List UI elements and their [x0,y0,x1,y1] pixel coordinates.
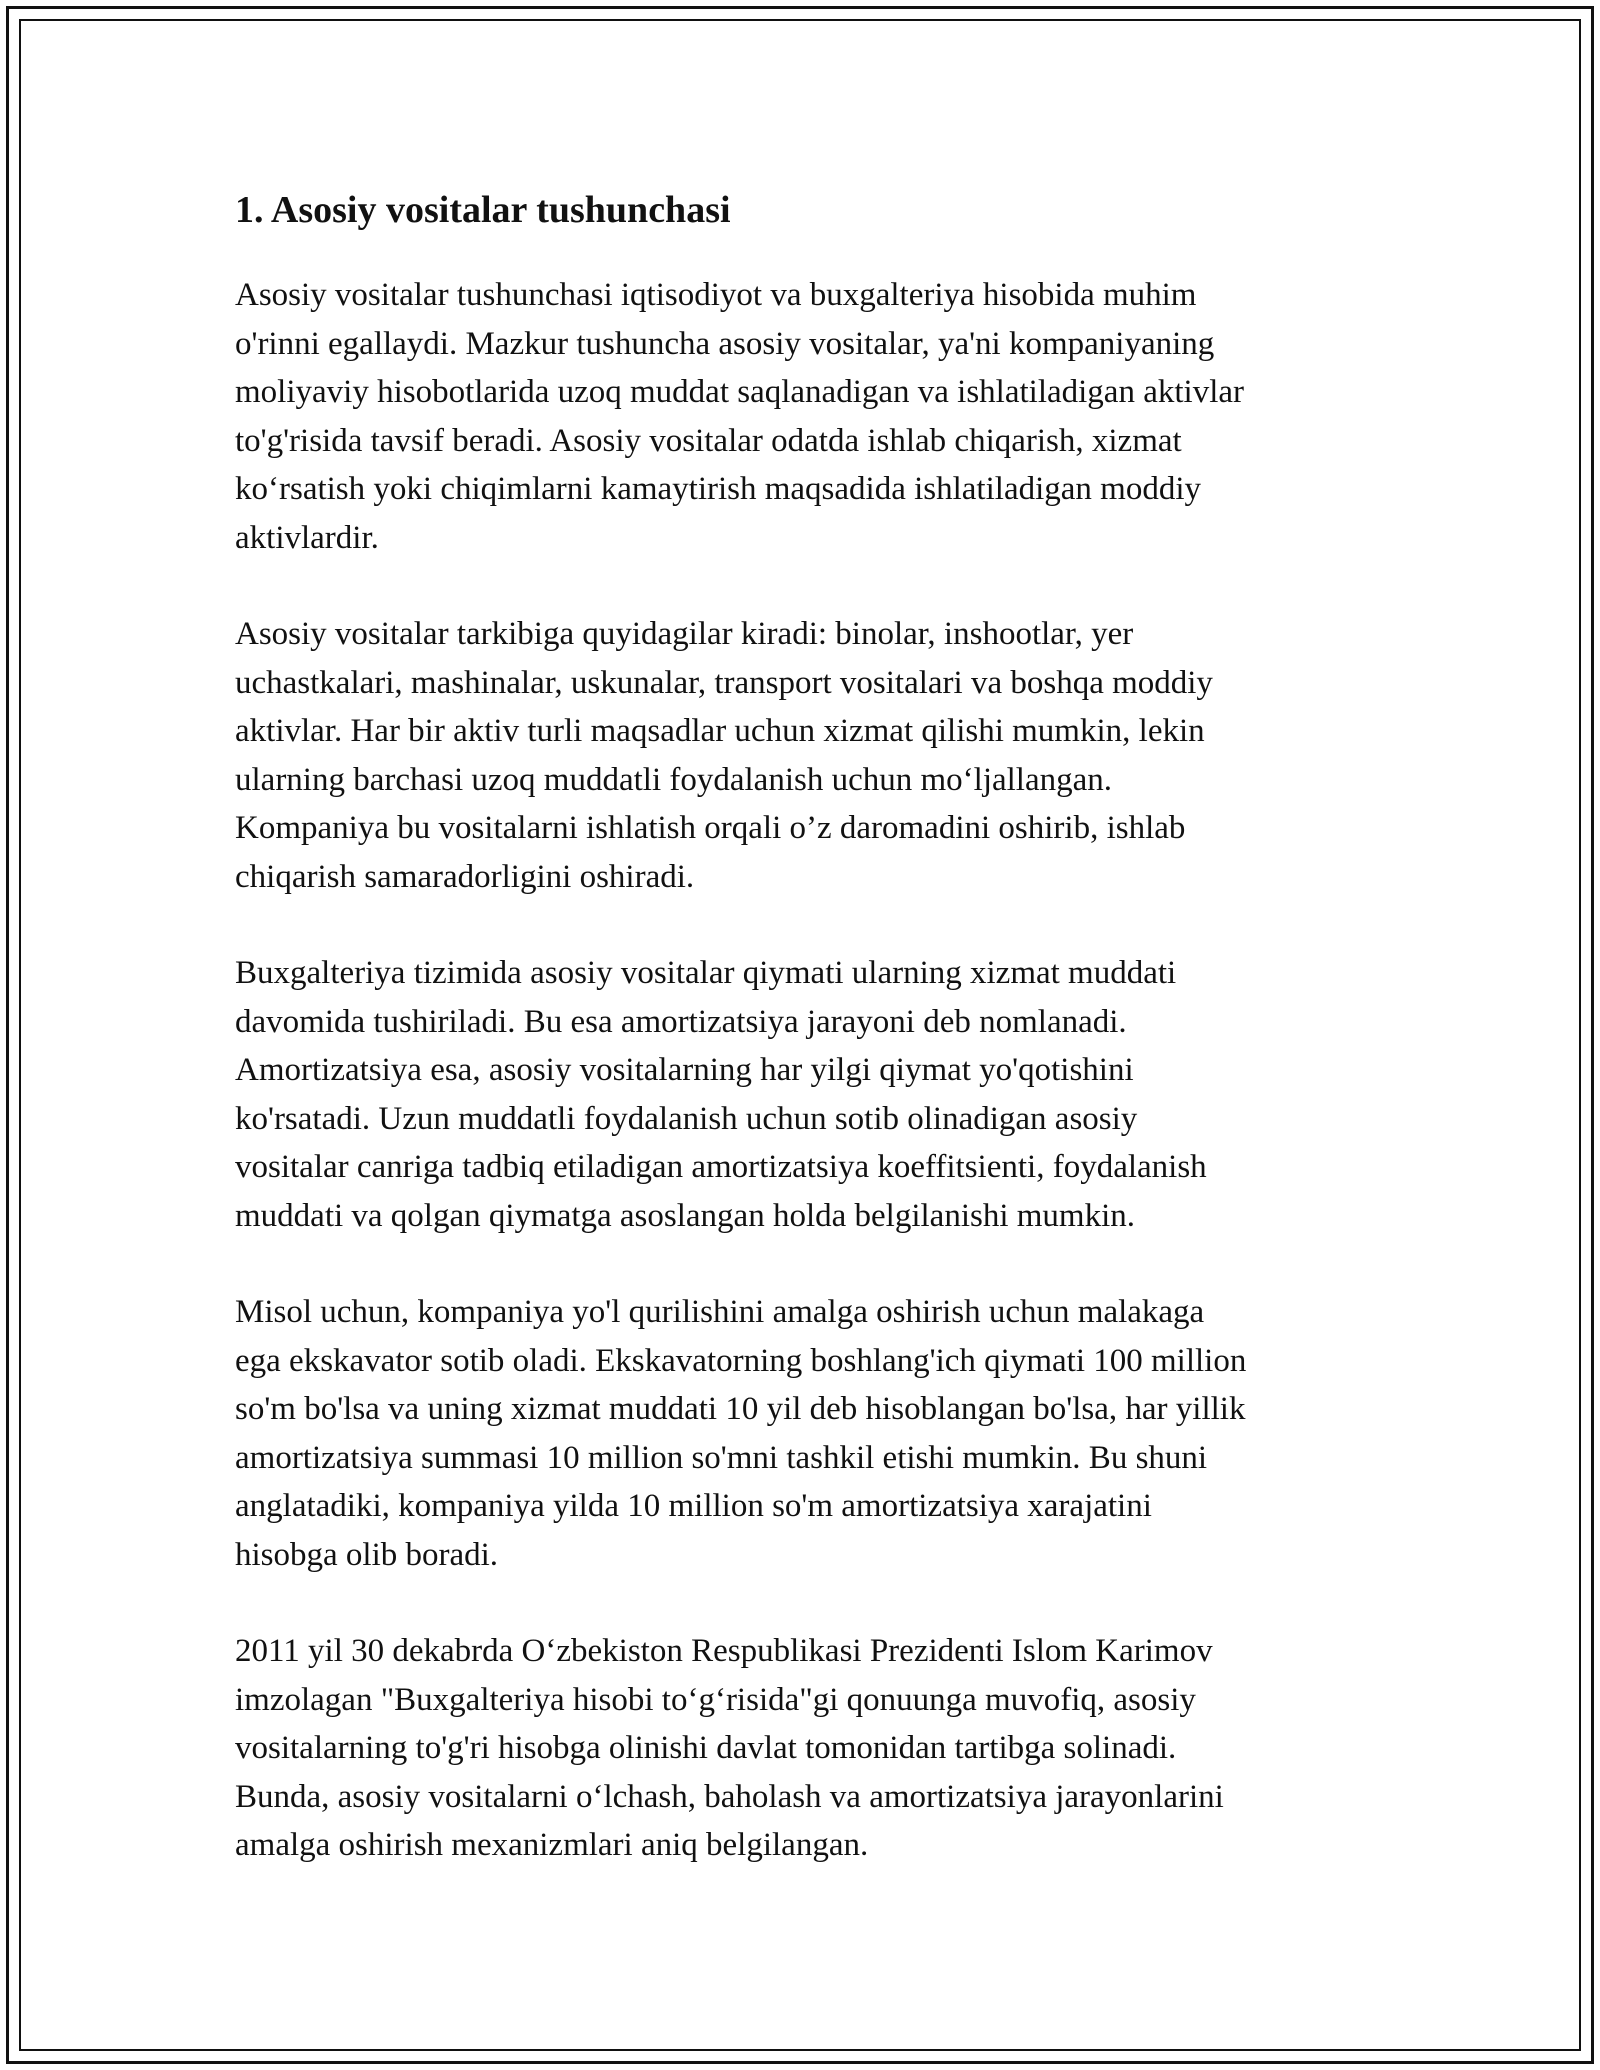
paragraph-intro: Asosiy vositalar tushunchasi iqtisodiyot va buxgalteriya hisobida muhim o'rinni egallaydi. Mazkur tushuncha asosiy vositalar, ya'ni kompaniyaning moliyaviy hisobotlarida uzoq muddat saqlanadigan va ishlatiladigan aktivlar to'g'risida tavsif beradi. Asosiy vositalar odatda ishlab chiqarish, xizmat ko‘rsatish yoki chiqimlarni kamaytirish maqsadida ishlatiladigan moddiy aktivlardir. [235,277,1244,556]
paragraph-composition: Asosiy vositalar tarkibiga quyidagilar kiradi: binolar, inshootlar, yer uchastkalari, mashinalar, uskunalar, transport vositalari va boshqa moddiy aktivlar. Har bir aktiv turli maqsadlar uchun xizmat qilishi mumkin, lekin ularning barchasi uzoq muddatli foydalanish uchun mo‘ljallangan. Kompaniya bu vositalarni ishlatish orqali o’z daromadini oshirib, ishlab chiqarish samaradorligini oshiradi. [235,616,1213,895]
paragraph-law: 2011 yil 30 dekabrda O‘zbekiston Respublikasi Prezidenti Islom Karimov imzolagan "Buxgalteriya hisobi to‘g‘risida"gi qonuunga muvofiq, asosiy vositalarning to'g'ri hisobga olinishi davlat tomonidan tartibga solinadi. Bunda, asosiy vositalarni o‘lchash, baholash va amortizatsiya jarayonlarini amalga oshirish mexanizmlari aniq belgilangan. [235,1633,1224,1863]
paragraph-example: Misol uchun, kompaniya yo'l qurilishini amalga oshirish uchun malakaga ega ekskavator sotib oladi. Ekskavatorning boshlang'ich qiymati 100 million so'm bo'lsa va uning xizmat muddati 10 yil deb hisoblangan bo'lsa, har yillik amortizatsiya summasi 10 million so'mni tashkil etishi mumkin. Bu shuni anglatadiki, kompaniya yilda 10 million so'm amortizatsiya xarajatini hisobga olib boradi. [235,1294,1247,1573]
paragraph-depreciation: Buxgalteriya tizimida asosiy vositalar qiymati ularning xizmat muddati davomida tushiriladi. Bu esa amortizatsiya jarayoni deb nomlanadi. Amortizatsiya esa, asosiy vositalarning har yilgi qiymat yo'qotishini ko'rsatadi. Uzun muddatli foydalanish uchun sotib olinadigan asosiy vositalar canriga tadbiq etiladigan amortizatsiya koeffitsienti, foydalanish muddati va qolgan qiymatga asoslangan holda belgilanishi mumkin. [235,955,1207,1234]
document-body [235,185,1385,1918]
section-heading: 1. Asosiy vositalar tushunchasi [235,189,731,231]
